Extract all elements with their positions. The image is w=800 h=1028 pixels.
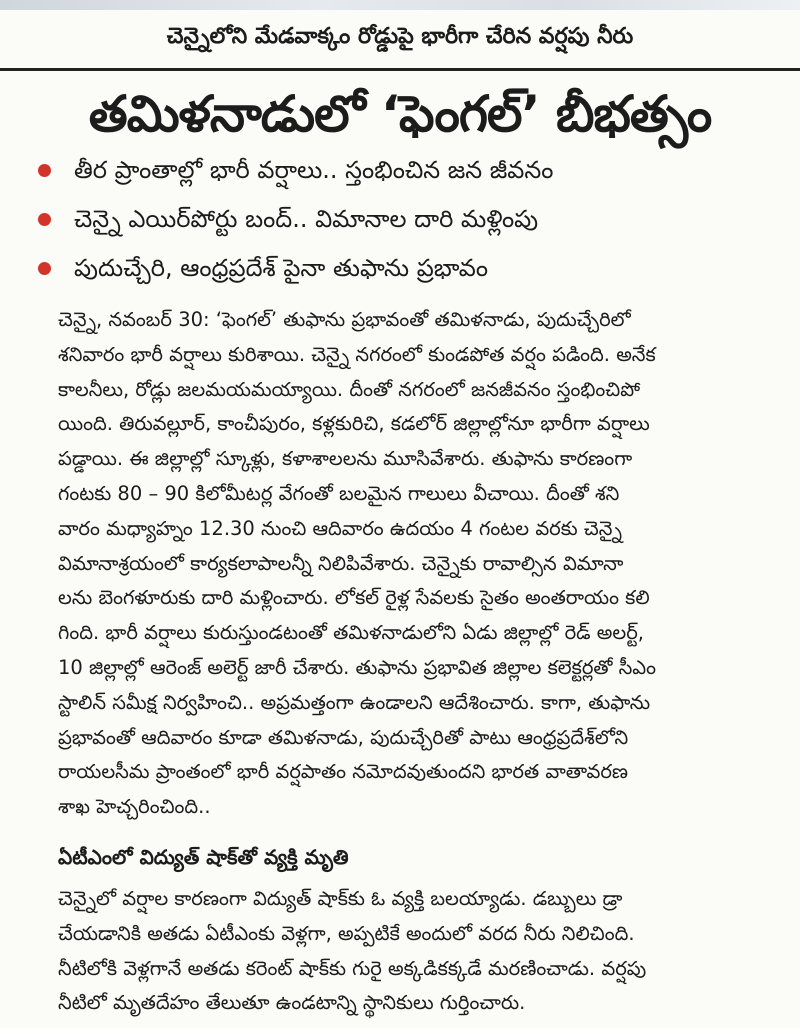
bullet-item [38, 248, 778, 297]
body-line: యింది. తిరువల్లూర్, కాంచీపురం, కళ్లకురిచి, కడలోర్ జిల్లాల్లోనూ భారీగా వర్షాలు [58, 412, 650, 436]
bullet-text: చెన్నై ఎయిర్‌పోర్టు బంద్.. విమానాల దారి మళ్లింపు [74, 205, 539, 233]
body-line: వారం మధ్యాహ్నం 12.30 నుంచి ఆదివారం ఉదయం 4 గంటల వరకు చెన్నై [58, 516, 622, 540]
article-body [58, 303, 758, 825]
bullet-dot-icon [38, 213, 51, 226]
bullet-item [38, 199, 778, 248]
photo-caption-bar [0, 10, 800, 71]
body-line: శనివారం భారీ వర్షాలు కురిశాయి. చెన్నై నగరంలో కుండపోత వర్షం పడింది. అనేక [58, 342, 656, 366]
body-line: కాలనీలు, రోడ్లు జలమయమయ్యాయి. దీంతో నగరంలో జనజీవనం స్తంభించిపో [58, 377, 641, 401]
body-line: స్టాలిన్ సమీక్ష నిర్వహించి.. అప్రమత్తంగా ఉండాలని ఆదేశించారు. కాగా, తుఫాను [58, 690, 651, 714]
bullet-item [38, 150, 778, 199]
sub-headline: ఏటీఎంలో విద్యుత్ షాక్‌తో వ్యక్తి మృతి [58, 845, 349, 869]
body-line: విమానాశ్రయంలో కార్యకలాపాలన్నీ నిలిపివేశారు. చెన్నైకు రావాల్సిన విమానా [58, 551, 624, 575]
body-line: శాఖ హెచ్చరించింది.. [58, 795, 211, 819]
headline: తమిళనాడులో ‘ఫెంగల్’ బీభత్సం [88, 85, 712, 143]
body-line: గంటకు 80 – 90 కిలోమీటర్ల వేగంతో బలమైన గాలులు వీచాయి. దీంతో శని [58, 481, 620, 505]
bullet-text: పుదుచ్చేరి, ఆంధ్రప్రదేశ్ పైనా తుఫాను ప్రభావం [74, 254, 489, 282]
body-line: చెన్నైలో వర్షాల కారణంగా విద్యుత్ షాక్‌కు ఓ వ్యక్తి బలయ్యాడు. డబ్బులు డ్రా [58, 887, 623, 910]
body-line: గింది. భారీ వర్షాలు కురుస్తుండటంతో తమిళనాడులోని ఏడు జిల్లాల్లో రెడ్ అలర్ట్, [58, 621, 644, 645]
photo-edge [0, 0, 800, 10]
photo-caption: చెన్నైలోని మేడవాక్కం రోడ్డుపై భారీగా చేరిన వర్షపు నీరు [166, 24, 634, 49]
bullet-text: తీర ప్రాంతాల్లో భారీ వర్షాలు.. స్తంభించిన జన జీవనం [74, 156, 554, 184]
body-line: ప్రభావంతో ఆదివారం కూడా తమిళనాడు, పుదుచ్చేరితో పాటు ఆంధ్రప్రదేశ్‌లోని [58, 725, 629, 749]
body-line: పడ్డాయి. ఈ జిల్లాల్లో స్కూళ్లు, కళాశాలలను మూసివేశారు. తుఫాను కారణంగా [58, 447, 633, 471]
bullet-dot-icon [38, 164, 51, 177]
bullet-dot-icon [38, 262, 51, 275]
body-line: నీటిలోకి వెళ్లగానే అతడు కరెంట్ షాక్‌కు గురై అక్కడికక్కడే మరణించాడు. వర్షపు [58, 956, 647, 980]
body-line: చేయడానికి అతడు ఏటీఎంకు వెళ్లగా, అప్పటికే అందులో వరద నీరు నిలిచింది. [58, 921, 635, 945]
sub-article-body [58, 882, 758, 1021]
bullet-list [38, 150, 778, 297]
body-line: లను బెంగళూరుకు దారి మళ్లించారు. లోకల్ రైళ్ల సేవలకు సైతం అంతరాయం కలి [58, 586, 650, 610]
body-line: నీటిలో మృతదేహం తేలుతూ ఉండటాన్ని స్థానికులు గుర్తించారు. [58, 991, 526, 1015]
body-line: చెన్నై, నవంబర్ 30: ‘ఫెంగల్’ తుఫాను ప్రభావంతో తమిళనాడు, పుదుచ్చేరిలో [58, 308, 631, 331]
body-line: 10 జిల్లాల్లో ఆరెంజ్ అలెర్ట్ జారీ చేశారు. తుఫాను ప్రభావిత జిల్లాల కలెక్టర్లతో సీఎం [58, 655, 657, 679]
body-line: రాయలసీమ ప్రాంతంలో భారీ వర్షపాతం నమోదవుతుందని భారత వాతావరణ [58, 760, 629, 784]
